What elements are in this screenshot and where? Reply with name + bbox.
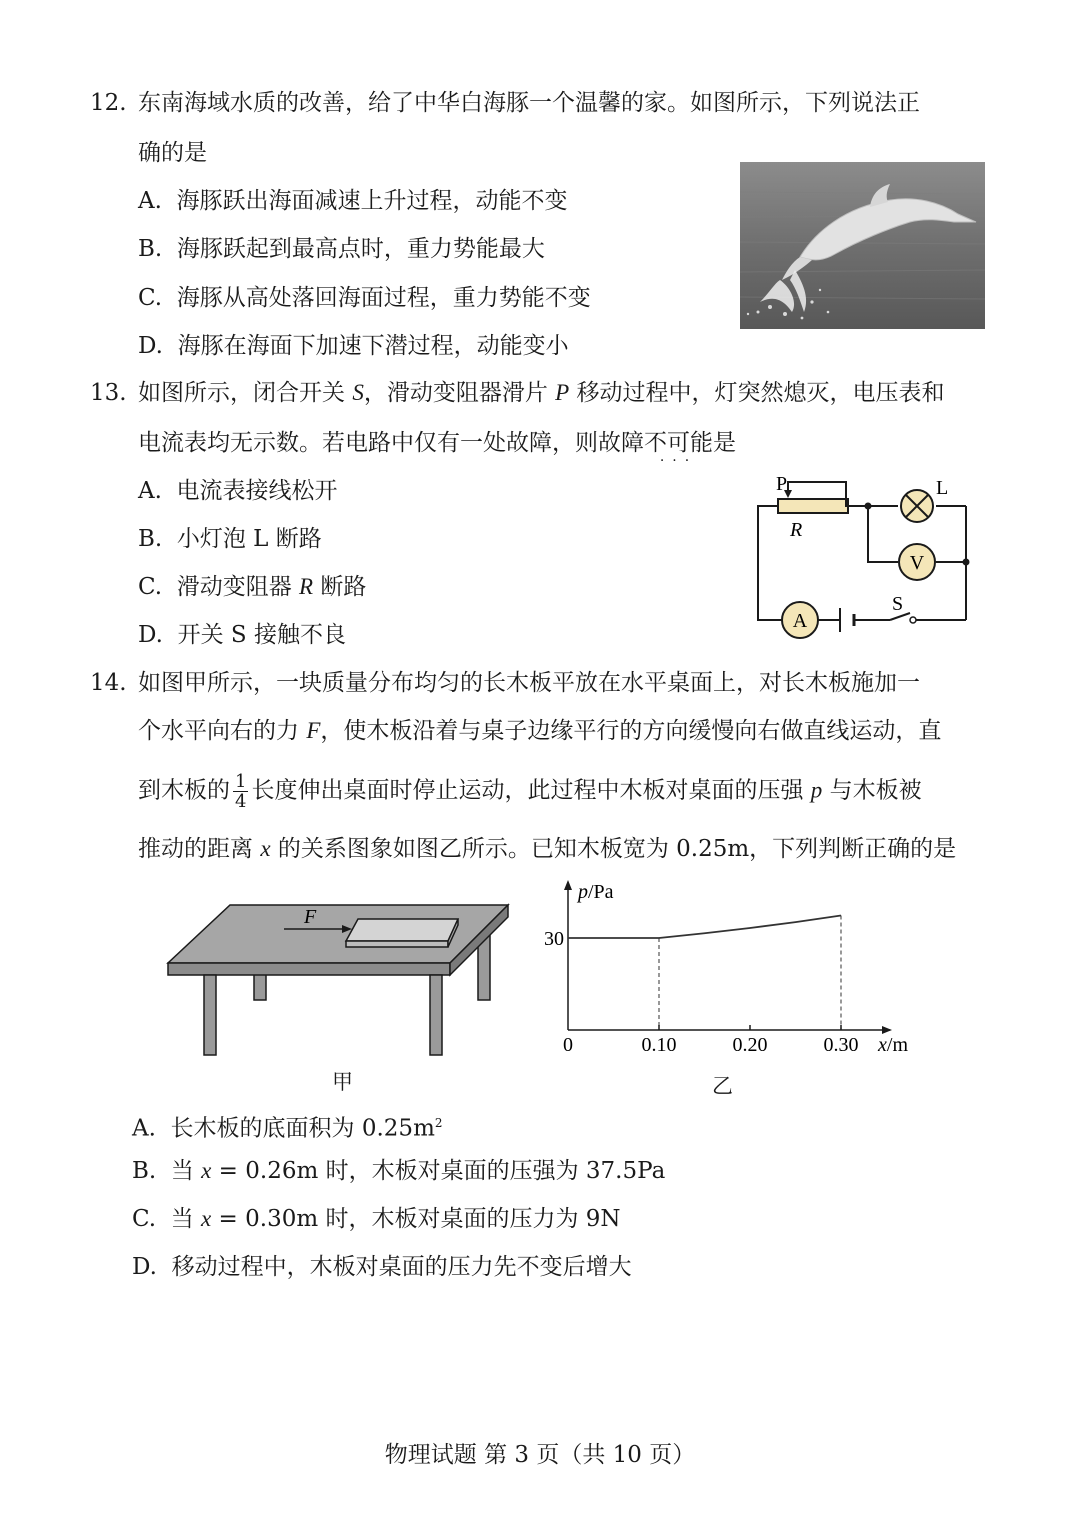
q14-line4: 推动的距离 x 的关系图象如图乙所示。已知木板宽为 0.25m，下列判断正确的是 xyxy=(138,836,957,862)
lamp-icon xyxy=(901,490,933,522)
q12-option-c: C. 海豚从高处落回海面过程，重力势能不变 xyxy=(138,285,591,311)
q13-option-a: A. 电流表接线松开 xyxy=(138,478,338,504)
force-label: F xyxy=(304,906,317,928)
q13-emphasis: 不可能 ··· xyxy=(644,430,713,469)
q12-option-b: B. 海豚跃起到最高点时，重力势能最大 xyxy=(138,236,545,262)
fraction: $\frac{1}{4}$ xyxy=(235,771,247,812)
resistor-label: R xyxy=(790,519,803,541)
fig-yi-caption: 乙 xyxy=(712,1074,733,1098)
q13-line2: 电流表均无示数。若电路中仅有一处故障，则故障不可能 ··· 是 xyxy=(138,430,736,469)
q12-option-d: D. 海豚在海面下加速下潜过程，动能变小 xyxy=(138,333,569,359)
q13-number: 13. xyxy=(90,380,127,406)
q14-option-c: C. 当 x = 0.30m 时，木板对桌面的压力为 9N xyxy=(132,1206,621,1232)
x-axis-label xyxy=(877,1034,908,1056)
voltmeter-label: V xyxy=(909,552,925,574)
ammeter-label: A xyxy=(792,610,808,632)
y-tick-label: 30 xyxy=(544,928,564,950)
q14-line2: 个水平向右的力 F，使木板沿着与桌子边缘平行的方向缓慢向右做直线运动，直 xyxy=(138,718,942,744)
q14-option-b: B. 当 x = 0.26m 时，木板对桌面的压强为 37.5Pa xyxy=(132,1158,666,1184)
x-axis-arrow xyxy=(882,1026,892,1034)
fig-jia-caption: 甲 xyxy=(332,1070,353,1094)
x-tick-label: 0.20 xyxy=(732,1034,768,1056)
switch-contact xyxy=(910,617,916,623)
q12-option-a: A. 海豚跃出海面减速上升过程，动能不变 xyxy=(138,188,568,214)
table-figure xyxy=(160,895,520,1060)
x-axis-label-var: x xyxy=(878,1034,887,1056)
dolphin-photo xyxy=(740,162,985,329)
slider-label: P xyxy=(776,473,788,495)
q14-option-a: A. 长木板的底面积为 $0.25m^2$ xyxy=(132,1115,443,1142)
q12-stem-line2: 确的是 xyxy=(138,140,207,166)
x-tick-label: 0.10 xyxy=(641,1034,677,1056)
y-axis-label xyxy=(576,881,614,903)
x-tick-label: 0.30 xyxy=(823,1034,859,1056)
y-axis-label-var: p xyxy=(578,881,588,903)
q13-option-b: B. 小灯泡 L 断路 xyxy=(138,526,322,552)
q14-line3: 到木板的 $\frac{1}{4}$ 长度伸出桌面时停止运动，此过程中木板对桌面的压强 p 与木板被 xyxy=(138,771,922,812)
x-tick-label: 0 xyxy=(563,1034,573,1056)
page-footer: 物理试题 第 3 页（共 10 页） xyxy=(384,1442,696,1468)
pressure-distance-chart xyxy=(530,876,930,1066)
x-axis-label-unit: /m xyxy=(886,1034,909,1056)
q12-number: 12. xyxy=(90,90,127,116)
q13-option-d: D. 开关 S 接触不良 xyxy=(138,622,346,648)
pressure-curve xyxy=(568,916,841,939)
lamp-label: L xyxy=(936,477,949,499)
q12-stem-line1: 东南海域水质的改善，给了中华白海豚一个温馨的家。如图所示，下列说法正 xyxy=(138,90,920,116)
switch-label: S xyxy=(892,593,904,615)
y-axis-arrow xyxy=(564,880,572,890)
q14-number: 14. xyxy=(90,670,127,696)
y-axis-label-unit: /Pa xyxy=(588,881,614,903)
q14-option-d: D. 移动过程中，木板对桌面的压力先不变后增大 xyxy=(132,1254,632,1280)
circuit-diagram xyxy=(740,468,990,648)
q13-option-c: C. 滑动变阻器 R 断路 xyxy=(138,574,367,600)
